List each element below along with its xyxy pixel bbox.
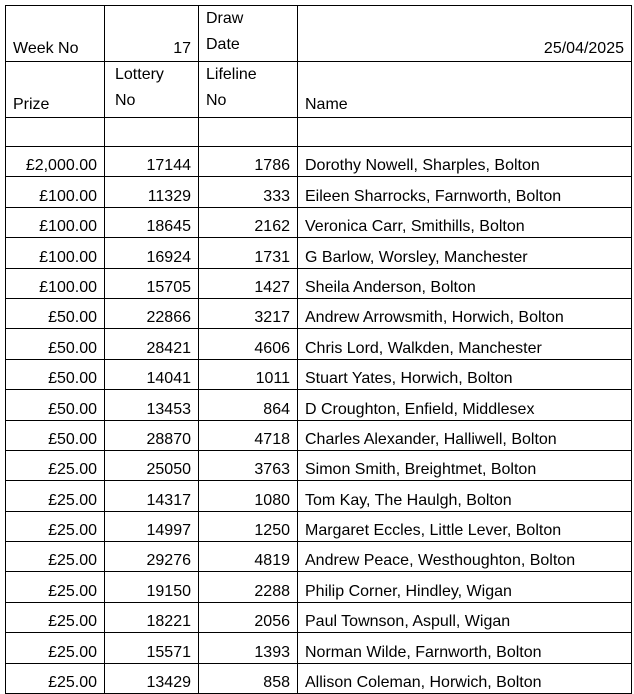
- table-row: [6, 542, 632, 572]
- prize-cell: £100.00: [6, 238, 105, 268]
- winner-name-cell: Andrew Arrowsmith, Horwich, Bolton: [298, 298, 632, 328]
- name-column-header: Name: [298, 62, 632, 118]
- prize-cell: £50.00: [6, 420, 105, 450]
- lottery-number-cell: 14041: [105, 359, 199, 389]
- lifeline-column-header: [199, 62, 298, 118]
- table-row: [6, 511, 632, 541]
- lottery-number-cell: 28870: [105, 420, 199, 450]
- prize-cell: £25.00: [6, 633, 105, 663]
- lottery-number-cell: 16924: [105, 238, 199, 268]
- blank-row: [6, 118, 632, 147]
- winner-name-cell: Philip Corner, Hindley, Wigan: [298, 572, 632, 602]
- lifeline-header-line-1: Lifeline: [206, 66, 257, 83]
- winner-name-cell: Sheila Anderson, Bolton: [298, 268, 632, 298]
- lifeline-number-cell: 4718: [199, 420, 298, 450]
- table-row: [6, 147, 632, 177]
- winner-name-cell: Chris Lord, Walkden, Manchester: [298, 329, 632, 359]
- table-row: [6, 663, 632, 693]
- lifeline-number-cell: 2056: [199, 602, 298, 632]
- lifeline-number-cell: 4819: [199, 542, 298, 572]
- lifeline-number-cell: 1011: [199, 359, 298, 389]
- lifeline-number-cell: 858: [199, 663, 298, 693]
- lottery-number-cell: 15705: [105, 268, 199, 298]
- winner-name-cell: Paul Townson, Aspull, Wigan: [298, 602, 632, 632]
- lottery-number-cell: 22866: [105, 298, 199, 328]
- winner-name-cell: Dorothy Nowell, Sharples, Bolton: [298, 147, 632, 177]
- winner-name-cell: G Barlow, Worsley, Manchester: [298, 238, 632, 268]
- prize-cell: £25.00: [6, 663, 105, 693]
- table-row: [6, 420, 632, 450]
- lifeline-number-cell: 2162: [199, 207, 298, 237]
- prize-cell: £50.00: [6, 390, 105, 420]
- winner-name-cell: Margaret Eccles, Little Lever, Bolton: [298, 511, 632, 541]
- lifeline-number-cell: 1080: [199, 481, 298, 511]
- winner-name-cell: Allison Coleman, Horwich, Bolton: [298, 663, 632, 693]
- lottery-number-cell: 18221: [105, 602, 199, 632]
- table-row: [6, 481, 632, 511]
- blank-cell: [6, 118, 105, 147]
- lifeline-number-cell: 3763: [199, 450, 298, 480]
- lifeline-number-cell: 1786: [199, 147, 298, 177]
- lifeline-number-cell: 864: [199, 390, 298, 420]
- lottery-number-cell: 13453: [105, 390, 199, 420]
- lottery-number-cell: 15571: [105, 633, 199, 663]
- prize-cell: £100.00: [6, 268, 105, 298]
- prize-cell: £2,000.00: [6, 147, 105, 177]
- winner-name-cell: Charles Alexander, Halliwell, Bolton: [298, 420, 632, 450]
- lottery-number-cell: 13429: [105, 663, 199, 693]
- prize-column-header: Prize: [6, 62, 105, 118]
- lottery-header-line-2: No: [115, 92, 136, 109]
- blank-cell: [105, 118, 199, 147]
- lottery-number-cell: 18645: [105, 207, 199, 237]
- prize-cell: £100.00: [6, 207, 105, 237]
- table-row: [6, 390, 632, 420]
- prize-cell: £25.00: [6, 602, 105, 632]
- results-table: [5, 5, 632, 694]
- lifeline-number-cell: 4606: [199, 329, 298, 359]
- lifeline-number-cell: 1731: [199, 238, 298, 268]
- prize-cell: £50.00: [6, 329, 105, 359]
- lottery-number-cell: 11329: [105, 177, 199, 207]
- results-table-body: [6, 6, 632, 694]
- table-row: [6, 329, 632, 359]
- prize-cell: £50.00: [6, 359, 105, 389]
- blank-cell: [298, 118, 632, 147]
- draw-date-label-line-1: Draw: [206, 10, 244, 27]
- lottery-column-header: [105, 62, 199, 118]
- winner-name-cell: Stuart Yates, Horwich, Bolton: [298, 359, 632, 389]
- lifeline-number-cell: 3217: [199, 298, 298, 328]
- winner-name-cell: Eileen Sharrocks, Farnworth, Bolton: [298, 177, 632, 207]
- lottery-number-cell: 19150: [105, 572, 199, 602]
- lifeline-number-cell: 1427: [199, 268, 298, 298]
- week-label: Week No: [6, 6, 105, 62]
- lifeline-number-cell: 2288: [199, 572, 298, 602]
- lottery-number-cell: 28421: [105, 329, 199, 359]
- draw-date-label-line-2: Date: [206, 36, 240, 53]
- table-row: [6, 207, 632, 237]
- lottery-number-cell: 25050: [105, 450, 199, 480]
- lottery-number-cell: 14997: [105, 511, 199, 541]
- winner-name-cell: Simon Smith, Breightmet, Bolton: [298, 450, 632, 480]
- week-header-row: [6, 6, 632, 62]
- table-row: [6, 602, 632, 632]
- lifeline-header-line-2: No: [206, 92, 227, 109]
- lottery-number-cell: 29276: [105, 542, 199, 572]
- prize-cell: £25.00: [6, 450, 105, 480]
- draw-date-value: 25/04/2025: [298, 6, 632, 62]
- winner-name-cell: D Croughton, Enfield, Middlesex: [298, 390, 632, 420]
- winner-name-cell: Norman Wilde, Farnworth, Bolton: [298, 633, 632, 663]
- prize-cell: £25.00: [6, 572, 105, 602]
- table-row: [6, 298, 632, 328]
- table-row: [6, 238, 632, 268]
- lifeline-number-cell: 1393: [199, 633, 298, 663]
- winner-name-cell: Andrew Peace, Westhoughton, Bolton: [298, 542, 632, 572]
- winner-name-cell: Tom Kay, The Haulgh, Bolton: [298, 481, 632, 511]
- prize-cell: £100.00: [6, 177, 105, 207]
- table-row: [6, 450, 632, 480]
- table-row: [6, 359, 632, 389]
- blank-cell: [199, 118, 298, 147]
- lifeline-number-cell: 1250: [199, 511, 298, 541]
- prize-cell: £25.00: [6, 542, 105, 572]
- table-row: [6, 177, 632, 207]
- winner-name-cell: Veronica Carr, Smithills, Bolton: [298, 207, 632, 237]
- week-value: 17: [105, 6, 199, 62]
- table-row: [6, 633, 632, 663]
- table-row: [6, 268, 632, 298]
- column-header-row: [6, 62, 632, 118]
- lottery-number-cell: 14317: [105, 481, 199, 511]
- prize-cell: £25.00: [6, 511, 105, 541]
- lifeline-number-cell: 333: [199, 177, 298, 207]
- lottery-number-cell: 17144: [105, 147, 199, 177]
- prize-cell: £50.00: [6, 298, 105, 328]
- table-row: [6, 572, 632, 602]
- lottery-header-line-1: Lottery: [115, 66, 164, 83]
- draw-date-label: [199, 6, 298, 62]
- prize-cell: £25.00: [6, 481, 105, 511]
